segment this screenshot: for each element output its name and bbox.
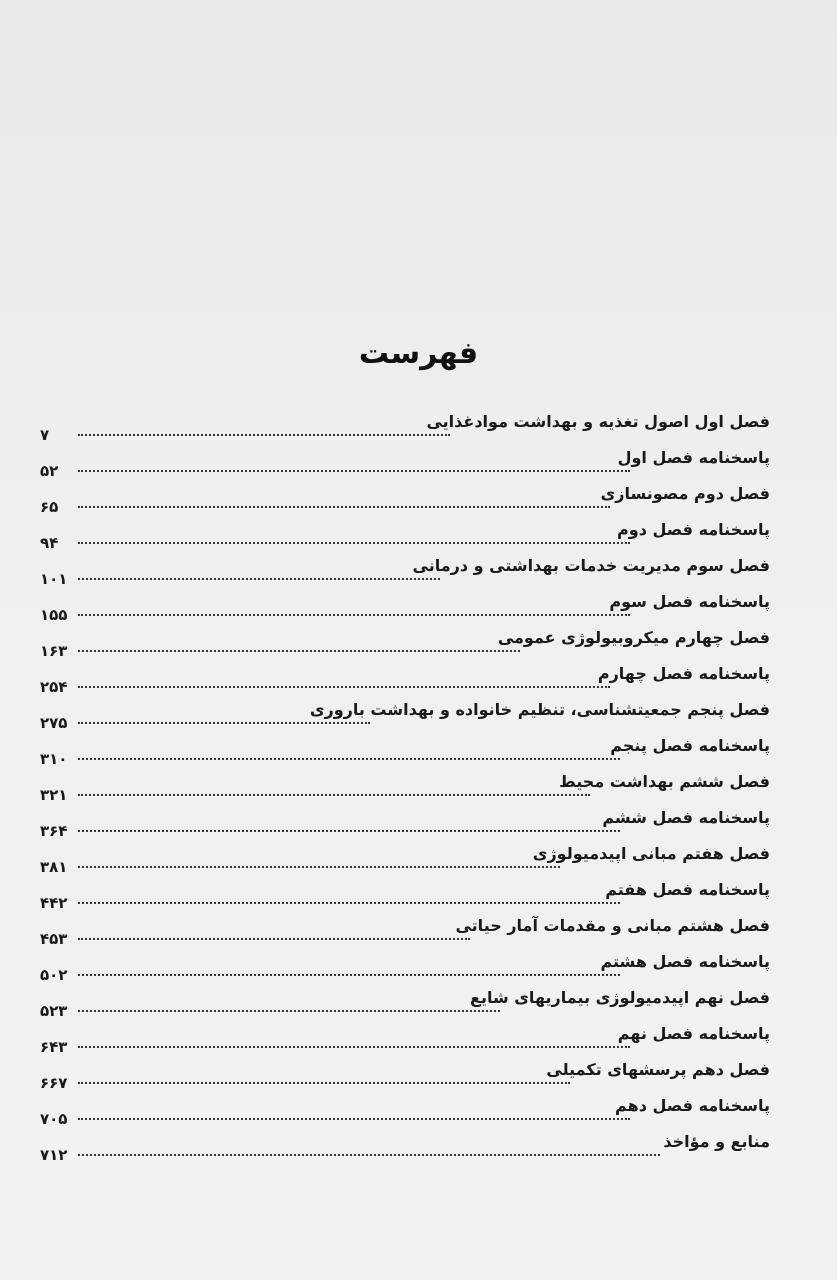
toc-entry-title: پاسخنامه فصل چهارم — [597, 664, 770, 683]
toc-entry-title: پاسخنامه فصل دوم — [617, 520, 770, 539]
toc-entry-title: منابع و مؤاخذ — [663, 1132, 770, 1151]
toc-entry-page-number: ۶۴۳ — [40, 1038, 68, 1056]
toc-entry-page-number: ۳۸۱ — [40, 858, 68, 876]
dot-leader — [78, 794, 590, 796]
dot-leader — [78, 974, 620, 976]
toc-entry-page-number: ۱۵۵ — [40, 606, 68, 624]
toc-entry-page-number: ۹۴ — [40, 534, 59, 552]
toc-entry-title: فصل پنجم جمعیتشناسی، تنظیم خانواده و بهداشت باروری — [309, 700, 770, 719]
toc-entry-title: پاسخنامه فصل ششم — [602, 808, 770, 827]
dot-leader — [78, 1118, 630, 1120]
table-of-contents — [40, 412, 770, 1168]
toc-entry-title: پاسخنامه فصل پنجم — [610, 736, 770, 755]
toc-entry — [40, 1132, 770, 1168]
toc-entry — [40, 808, 770, 844]
dot-leader — [78, 1154, 660, 1156]
toc-entry-page-number: ۵۲۳ — [40, 1002, 68, 1020]
dot-leader — [78, 866, 560, 868]
toc-entry — [40, 1096, 770, 1132]
dot-leader — [78, 470, 630, 472]
toc-entry-page-number: ۴۴۲ — [40, 894, 68, 912]
toc-entry-page-number: ۲۵۴ — [40, 678, 68, 696]
dot-leader — [78, 614, 630, 616]
toc-entry-page-number: ۳۱۰ — [40, 750, 68, 768]
toc-entry-page-number: ۳۲۱ — [40, 786, 68, 804]
toc-entry-title: پاسخنامه فصل نهم — [617, 1024, 770, 1043]
toc-entry — [40, 664, 770, 700]
toc-entry — [40, 412, 770, 448]
dot-leader — [78, 938, 470, 940]
toc-entry-page-number: ۷۱۲ — [40, 1146, 68, 1164]
dot-leader — [78, 1046, 630, 1048]
toc-entry — [40, 700, 770, 736]
dot-leader — [78, 578, 440, 580]
toc-entry — [40, 952, 770, 988]
toc-entry — [40, 772, 770, 808]
toc-entry-title: پاسخنامه فصل دهم — [615, 1096, 770, 1115]
toc-entry-title: فصل اول اصول تغذیه و بهداشت موادغذایی — [426, 412, 770, 431]
toc-entry-title: فصل دوم مصونسازی — [600, 484, 770, 503]
toc-entry-page-number: ۱۰۱ — [40, 570, 68, 588]
toc-entry — [40, 880, 770, 916]
dot-leader — [78, 722, 370, 724]
toc-entry-page-number: ۵۲ — [40, 462, 59, 480]
toc-entry — [40, 628, 770, 664]
dot-leader — [78, 434, 450, 436]
toc-entry-page-number: ۳۶۴ — [40, 822, 68, 840]
dot-leader — [78, 650, 520, 652]
toc-entry-page-number: ۶۵ — [40, 498, 59, 516]
toc-entry-page-number: ۶۶۷ — [40, 1074, 68, 1092]
toc-entry — [40, 448, 770, 484]
toc-entry — [40, 916, 770, 952]
toc-entry-title: پاسخنامه فصل هشتم — [600, 952, 770, 971]
toc-entry — [40, 988, 770, 1024]
toc-entry-title: پاسخنامه فصل سوم — [609, 592, 770, 611]
toc-entry-page-number: ۴۵۳ — [40, 930, 68, 948]
toc-entry-page-number: ۲۷۵ — [40, 714, 68, 732]
toc-entry-page-number: ۱۶۳ — [40, 642, 68, 660]
dot-leader — [78, 1082, 570, 1084]
toc-entry — [40, 736, 770, 772]
dot-leader — [78, 902, 620, 904]
toc-entry — [40, 592, 770, 628]
toc-entry-title: فصل نهم اپیدمیولوژی بیماریهای شایع — [470, 988, 770, 1007]
dot-leader — [78, 686, 610, 688]
toc-entry-title: پاسخنامه فصل هفتم — [605, 880, 770, 899]
toc-entry — [40, 556, 770, 592]
toc-entry — [40, 484, 770, 520]
dot-leader — [78, 830, 620, 832]
dot-leader — [78, 542, 630, 544]
toc-entry — [40, 1024, 770, 1060]
toc-entry-title: پاسخنامه فصل اول — [617, 448, 770, 467]
toc-entry — [40, 1060, 770, 1096]
toc-entry-title: فصل هفتم مبانی اپیدمیولوژی — [532, 844, 770, 863]
toc-entry — [40, 520, 770, 556]
dot-leader — [78, 1010, 500, 1012]
page-title: فهرست — [358, 336, 479, 371]
toc-entry-title: فصل چهارم میکروبیولوژی عمومی — [497, 628, 770, 647]
toc-entry-title: فصل ششم بهداشت محیط — [559, 772, 770, 791]
toc-entry-page-number: ۷ — [40, 426, 50, 444]
toc-entry-title: فصل دهم پرسشهای تکمیلی — [546, 1060, 770, 1079]
toc-entry-page-number: ۷۰۵ — [40, 1110, 68, 1128]
toc-entry-title: فصل هشتم مبانی و مقدمات آمار حیاتی — [455, 916, 770, 935]
toc-entry-page-number: ۵۰۲ — [40, 966, 68, 984]
toc-entry-title: فصل سوم مدیریت خدمات بهداشتی و درمانی — [412, 556, 770, 575]
dot-leader — [78, 506, 610, 508]
toc-entry — [40, 844, 770, 880]
dot-leader — [78, 758, 620, 760]
